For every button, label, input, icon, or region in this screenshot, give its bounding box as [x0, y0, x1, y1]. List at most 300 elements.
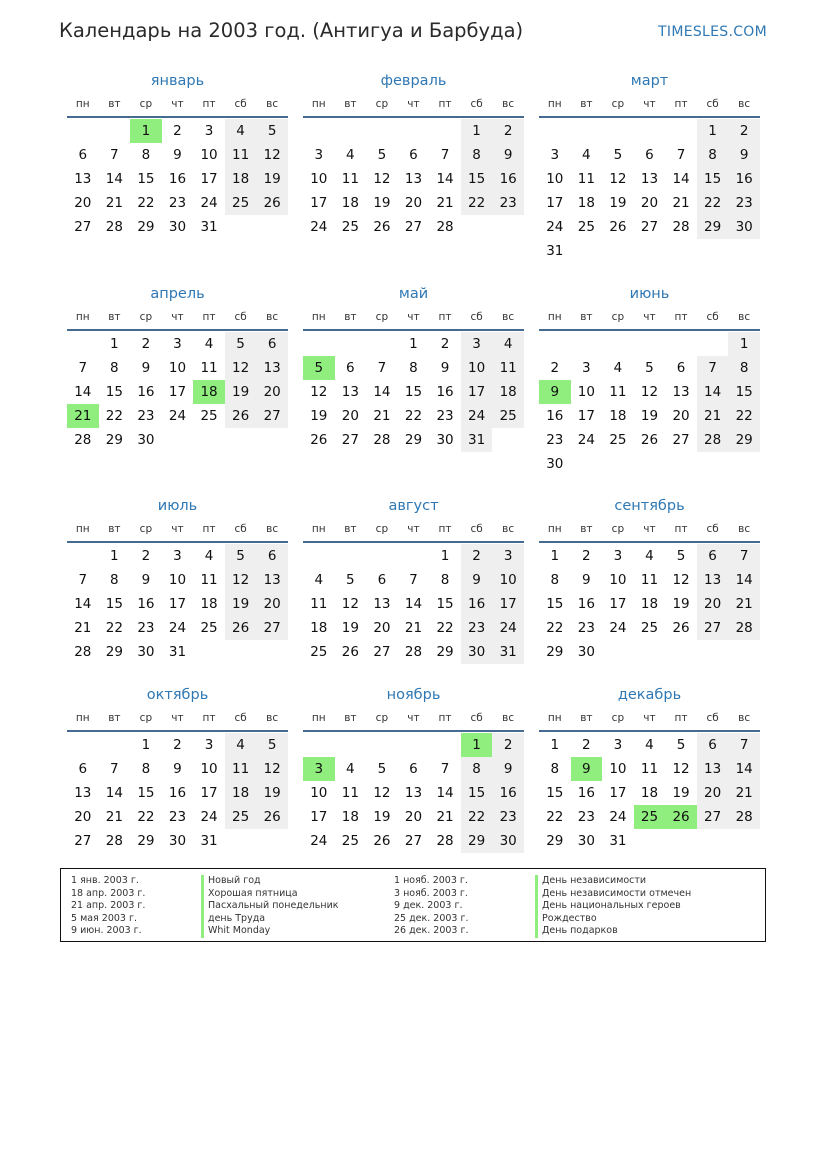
day-cell: 30 — [461, 640, 493, 664]
day-cell: 24 — [609, 620, 627, 636]
day-cell: 28 — [436, 833, 454, 849]
day-cell: 20 — [640, 195, 659, 211]
month-name: июль — [157, 498, 198, 514]
day-cell: 6 — [645, 147, 654, 163]
day-cell: 3 — [204, 737, 214, 753]
day-cell: 26 — [373, 219, 391, 235]
day-cell: 17 — [310, 809, 328, 825]
day-cell: 27 — [256, 616, 288, 640]
day-cell: 16 — [577, 596, 595, 612]
day-cell: 12 — [256, 143, 288, 167]
weekday-label: вт — [580, 712, 593, 724]
day-cell: 22 — [546, 620, 564, 636]
day-cell: 22 — [461, 805, 493, 829]
day-cell: 21 — [436, 809, 454, 825]
day-cell: 28 — [74, 432, 92, 448]
month-9 — [67, 684, 288, 853]
day-cell: 13 — [341, 384, 359, 400]
day-cell: 30 — [728, 215, 760, 239]
empty-cell — [539, 332, 571, 356]
weekday-header — [67, 706, 288, 732]
day-cell: 31 — [200, 219, 218, 235]
empty-cell — [539, 119, 571, 143]
day-cell: 28 — [105, 833, 123, 849]
month-10 — [303, 684, 524, 853]
day-cell: 15 — [137, 171, 155, 187]
empty-cell — [398, 733, 430, 757]
weekday-label: вс — [266, 523, 279, 535]
day-cell: 11 — [577, 171, 595, 187]
day-cell: 5 — [645, 360, 654, 376]
day-cell: 22 — [461, 191, 493, 215]
day-cell: 7 — [440, 761, 450, 777]
day-cell: 10 — [310, 785, 328, 801]
month-11 — [539, 684, 760, 853]
day-cell: 16 — [461, 592, 493, 616]
weekday-label: вс — [266, 712, 279, 724]
day-cell: 2 — [492, 119, 524, 143]
day-cell: 4 — [314, 572, 324, 588]
day-cell: 14 — [728, 568, 760, 592]
day-cell: 27 — [341, 432, 359, 448]
day-cell: 23 — [546, 432, 564, 448]
legend-holiday-name: Хорошая пятница — [201, 888, 339, 901]
day-cell: 9 — [492, 757, 524, 781]
empty-cell — [398, 119, 430, 143]
empty-cell — [429, 733, 461, 757]
day-cell: 10 — [168, 572, 187, 588]
weekday-label: пт — [674, 98, 688, 110]
legend-date: 1 янв. 2003 г. — [71, 875, 139, 886]
day-cell: 30 — [137, 432, 155, 448]
day-cell: 14 — [728, 757, 760, 781]
day-cell: 26 — [225, 404, 257, 428]
weekday-header — [539, 706, 760, 732]
day-cell: 3 — [613, 548, 623, 564]
day-cell: 10 — [577, 384, 595, 400]
day-cell: 1 — [550, 548, 560, 564]
day-cell: 11 — [225, 757, 257, 781]
weekday-label: сб — [470, 712, 483, 724]
day-cell: 20 — [256, 592, 288, 616]
day-cell: 15 — [461, 167, 493, 191]
day-cell: 23 — [577, 620, 595, 636]
empty-cell — [303, 119, 335, 143]
day-cell: 28 — [728, 805, 760, 829]
weekday-label: пн — [547, 712, 562, 724]
day-grid — [67, 332, 288, 452]
month-name: февраль — [380, 73, 447, 89]
month-name: сентябрь — [614, 498, 685, 514]
day-cell: 29 — [546, 833, 564, 849]
day-cell: 24 — [461, 404, 493, 428]
day-cell: 24 — [310, 833, 328, 849]
day-cell: 16 — [137, 384, 155, 400]
day-cell: 16 — [577, 785, 595, 801]
day-cell: 2 — [492, 733, 524, 757]
weekday-label: сб — [234, 311, 247, 323]
day-cell: 5 — [676, 548, 686, 564]
weekday-label: сб — [470, 98, 483, 110]
day-cell: 27 — [697, 616, 729, 640]
weekday-label: ср — [139, 98, 153, 110]
day-cell: 11 — [341, 785, 359, 801]
day-cell: 26 — [373, 833, 391, 849]
day-cell: 13 — [404, 171, 423, 187]
day-cell: 16 — [546, 408, 564, 424]
empty-cell — [366, 332, 398, 356]
day-grid — [303, 544, 524, 664]
legend-holiday-name: Пасхальный понедельник — [201, 900, 339, 913]
weekday-header — [303, 517, 524, 543]
day-cell: 19 — [256, 781, 288, 805]
day-cell: 17 — [609, 785, 627, 801]
day-cell: 24 — [492, 616, 524, 640]
day-cell: 8 — [440, 572, 450, 588]
day-cell: 10 — [310, 171, 328, 187]
day-cell: 8 — [141, 761, 151, 777]
day-cell: 2 — [173, 737, 182, 753]
day-cell: 21 — [105, 195, 123, 211]
day-cell: 27 — [256, 404, 288, 428]
day-cell: 15 — [105, 384, 123, 400]
weekday-label: сб — [706, 523, 719, 535]
empty-cell — [303, 733, 335, 757]
day-cell: 1 — [550, 737, 560, 753]
day-cell: 26 — [256, 191, 288, 215]
legend-holiday-name: День независимости — [535, 875, 691, 888]
day-cell: 13 — [404, 785, 423, 801]
day-cell: 22 — [404, 408, 423, 424]
day-cell: 4 — [346, 761, 355, 777]
day-cell: 7 — [728, 544, 760, 568]
day-cell: 13 — [256, 356, 288, 380]
day-cell: 6 — [78, 147, 88, 163]
day-cell: 18 — [225, 167, 257, 191]
weekday-label: вс — [738, 98, 751, 110]
day-cell: 10 — [492, 568, 524, 592]
day-cell: 17 — [200, 785, 218, 801]
legend-holiday-name: Новый год — [201, 875, 339, 888]
weekday-label: чт — [407, 523, 420, 535]
day-cell: 8 — [409, 360, 418, 376]
month-5 — [539, 283, 760, 476]
day-cell: 21 — [697, 404, 729, 428]
day-cell: 6 — [346, 360, 355, 376]
day-cell: 25 — [200, 620, 218, 636]
day-cell: 14 — [404, 596, 423, 612]
day-cell: 15 — [546, 785, 564, 801]
day-grid — [539, 119, 760, 263]
empty-cell — [67, 332, 99, 356]
month-name: октябрь — [146, 687, 209, 703]
day-cell: 31 — [546, 243, 564, 259]
legend-date: 9 дек. 2003 г. — [394, 900, 463, 911]
month-7 — [303, 495, 524, 664]
day-cell: 18 — [640, 596, 659, 612]
day-cell: 3 — [492, 544, 524, 568]
day-cell: 11 — [225, 143, 257, 167]
day-cell: 6 — [697, 544, 729, 568]
day-cell: 14 — [697, 380, 729, 404]
legend-dates-right — [394, 875, 469, 938]
day-cell: 15 — [461, 781, 493, 805]
weekday-label: ср — [611, 98, 625, 110]
legend-date: 9 июн. 2003 г. — [71, 925, 142, 936]
day-cell: 15 — [697, 167, 729, 191]
day-cell: 23 — [492, 805, 524, 829]
month-8 — [539, 495, 760, 664]
day-cell: 19 — [373, 195, 391, 211]
day-cell: 23 — [168, 809, 187, 825]
day-cell: 28 — [436, 219, 454, 235]
empty-cell — [602, 332, 634, 356]
weekday-label: сб — [706, 712, 719, 724]
day-cell: 15 — [436, 596, 454, 612]
day-cell: 22 — [105, 620, 123, 636]
day-cell: 21 — [436, 195, 454, 211]
weekday-label: вт — [108, 523, 121, 535]
weekday-label: пн — [75, 311, 90, 323]
day-cell: 31 — [492, 640, 524, 664]
day-cell: 22 — [436, 620, 454, 636]
weekday-label: вт — [344, 523, 357, 535]
day-cell: 27 — [672, 432, 690, 448]
day-cell: 26 — [256, 805, 288, 829]
day-cell: 11 — [609, 384, 627, 400]
day-cell: 10 — [546, 171, 564, 187]
day-cell: 11 — [341, 171, 359, 187]
empty-cell — [571, 119, 603, 143]
brand-link[interactable]: TIMESLES.COM — [658, 24, 767, 40]
month-4 — [303, 283, 524, 452]
day-cell: 6 — [256, 544, 288, 568]
day-cell: 25 — [341, 219, 359, 235]
day-cell: 9 — [728, 143, 760, 167]
day-cell: 22 — [728, 404, 760, 428]
day-cell: 2 — [173, 123, 182, 139]
day-cell: 10 — [200, 147, 218, 163]
day-cell: 25 — [225, 191, 257, 215]
holiday-day-cell: 5 — [303, 356, 335, 380]
legend-date: 1 нояб. 2003 г. — [394, 875, 468, 886]
day-cell: 8 — [550, 761, 560, 777]
weekday-header — [539, 305, 760, 331]
day-cell: 13 — [256, 568, 288, 592]
empty-cell — [335, 544, 367, 568]
day-cell: 17 — [310, 195, 328, 211]
day-cell: 8 — [141, 147, 151, 163]
weekday-label: ср — [375, 98, 389, 110]
day-cell: 20 — [404, 195, 423, 211]
weekday-label: пн — [547, 523, 562, 535]
weekday-label: чт — [643, 523, 656, 535]
day-cell: 7 — [377, 360, 387, 376]
holiday-day-cell: 1 — [130, 119, 162, 143]
weekday-label: чт — [171, 311, 184, 323]
day-cell: 6 — [409, 761, 418, 777]
day-cell: 17 — [492, 592, 524, 616]
day-cell: 16 — [728, 167, 760, 191]
day-cell: 30 — [168, 219, 187, 235]
weekday-header — [303, 92, 524, 118]
day-cell: 2 — [582, 548, 591, 564]
empty-cell — [303, 544, 335, 568]
legend-date: 18 апр. 2003 г. — [71, 887, 146, 899]
day-cell: 5 — [225, 544, 257, 568]
day-grid — [539, 332, 760, 476]
day-cell: 8 — [550, 572, 560, 588]
day-cell: 7 — [728, 733, 760, 757]
day-cell: 14 — [373, 384, 391, 400]
day-cell: 21 — [728, 592, 760, 616]
day-cell: 28 — [373, 432, 391, 448]
weekday-label: пн — [311, 523, 326, 535]
day-cell: 31 — [200, 833, 218, 849]
day-cell: 25 — [609, 432, 627, 448]
legend-names-left — [201, 875, 339, 938]
day-cell: 29 — [728, 428, 760, 452]
weekday-label: пн — [75, 98, 90, 110]
empty-cell — [303, 332, 335, 356]
day-cell: 24 — [546, 219, 564, 235]
day-cell: 24 — [310, 219, 328, 235]
day-cell: 28 — [672, 219, 690, 235]
day-cell: 5 — [346, 572, 355, 588]
holiday-day-cell: 9 — [539, 380, 571, 404]
weekday-label: ср — [139, 311, 153, 323]
day-cell: 17 — [168, 384, 187, 400]
day-cell: 13 — [640, 171, 659, 187]
day-cell: 1 — [110, 548, 119, 564]
day-cell: 3 — [582, 360, 591, 376]
day-cell: 12 — [672, 572, 690, 588]
day-cell: 4 — [582, 147, 591, 163]
day-cell: 20 — [74, 809, 92, 825]
day-cell: 24 — [577, 432, 595, 448]
day-cell: 23 — [728, 191, 760, 215]
day-cell: 10 — [609, 761, 627, 777]
day-cell: 6 — [676, 360, 686, 376]
day-cell: 18 — [577, 195, 595, 211]
weekday-label: чт — [407, 712, 420, 724]
day-cell: 21 — [105, 809, 123, 825]
day-cell: 9 — [440, 360, 450, 376]
day-cell: 15 — [404, 384, 423, 400]
day-cell: 7 — [110, 761, 119, 777]
day-cell: 4 — [346, 147, 355, 163]
day-cell: 29 — [105, 644, 123, 660]
weekday-label: сб — [470, 311, 483, 323]
day-cell: 7 — [440, 147, 450, 163]
month-name: ноябрь — [386, 687, 441, 703]
day-cell: 13 — [697, 568, 729, 592]
day-cell: 22 — [105, 408, 123, 424]
day-cell: 28 — [74, 644, 92, 660]
day-cell: 23 — [492, 191, 524, 215]
day-cell: 29 — [697, 215, 729, 239]
legend-holiday-name: Whit Monday — [201, 925, 339, 938]
day-cell: 17 — [577, 408, 595, 424]
day-cell: 17 — [546, 195, 564, 211]
weekday-label: пн — [311, 98, 326, 110]
weekday-label: чт — [171, 523, 184, 535]
day-cell: 4 — [225, 733, 257, 757]
day-cell: 6 — [409, 147, 418, 163]
day-cell: 23 — [436, 408, 454, 424]
day-cell: 5 — [676, 737, 686, 753]
weekday-label: пн — [547, 311, 562, 323]
weekday-label: сб — [234, 98, 247, 110]
day-cell: 9 — [141, 572, 151, 588]
month-name: апрель — [150, 286, 205, 302]
legend-date: 3 нояб. 2003 г. — [394, 887, 468, 899]
weekday-label: вт — [108, 311, 121, 323]
day-cell: 1 — [728, 332, 760, 356]
day-cell: 27 — [74, 219, 92, 235]
day-grid — [303, 332, 524, 452]
day-cell: 21 — [74, 620, 92, 636]
weekday-label: чт — [171, 712, 184, 724]
day-cell: 20 — [373, 620, 391, 636]
weekday-label: вс — [502, 523, 515, 535]
day-cell: 4 — [613, 360, 623, 376]
weekday-label: вт — [344, 712, 357, 724]
day-cell: 28 — [728, 616, 760, 640]
day-cell: 12 — [373, 171, 391, 187]
day-grid — [303, 733, 524, 853]
day-cell: 1 — [440, 548, 450, 564]
day-cell: 19 — [640, 408, 659, 424]
day-cell: 5 — [613, 147, 623, 163]
legend-date: 26 дек. 2003 г. — [394, 925, 469, 936]
weekday-label: вс — [738, 311, 751, 323]
day-cell: 15 — [105, 596, 123, 612]
weekday-label: пт — [202, 98, 216, 110]
month-1 — [303, 70, 524, 239]
day-cell: 20 — [74, 195, 92, 211]
day-cell: 7 — [409, 572, 418, 588]
weekday-label: пт — [438, 712, 452, 724]
legend-holiday-name: День подарков — [535, 925, 691, 938]
day-cell: 2 — [582, 737, 591, 753]
weekday-label: ср — [375, 712, 389, 724]
day-cell: 27 — [697, 805, 729, 829]
day-cell: 6 — [697, 733, 729, 757]
day-cell: 18 — [341, 195, 359, 211]
page-title: Календарь на 2003 год. (Антигуа и Барбуда) — [59, 19, 524, 42]
holiday-legend — [60, 868, 766, 942]
day-cell: 4 — [645, 548, 654, 564]
day-cell: 10 — [461, 356, 493, 380]
day-grid — [539, 733, 760, 853]
day-cell: 19 — [672, 596, 690, 612]
holiday-day-cell: 3 — [303, 757, 335, 781]
day-cell: 18 — [640, 785, 659, 801]
weekday-label: ср — [375, 523, 389, 535]
weekday-label: пт — [674, 311, 688, 323]
day-cell: 5 — [225, 332, 257, 356]
day-cell: 30 — [492, 829, 524, 853]
day-cell: 13 — [74, 171, 92, 187]
day-cell: 15 — [728, 380, 760, 404]
day-cell: 21 — [728, 781, 760, 805]
day-cell: 26 — [640, 432, 659, 448]
empty-cell — [366, 544, 398, 568]
day-grid — [539, 544, 760, 664]
day-cell: 4 — [204, 336, 214, 352]
day-cell: 20 — [697, 781, 729, 805]
